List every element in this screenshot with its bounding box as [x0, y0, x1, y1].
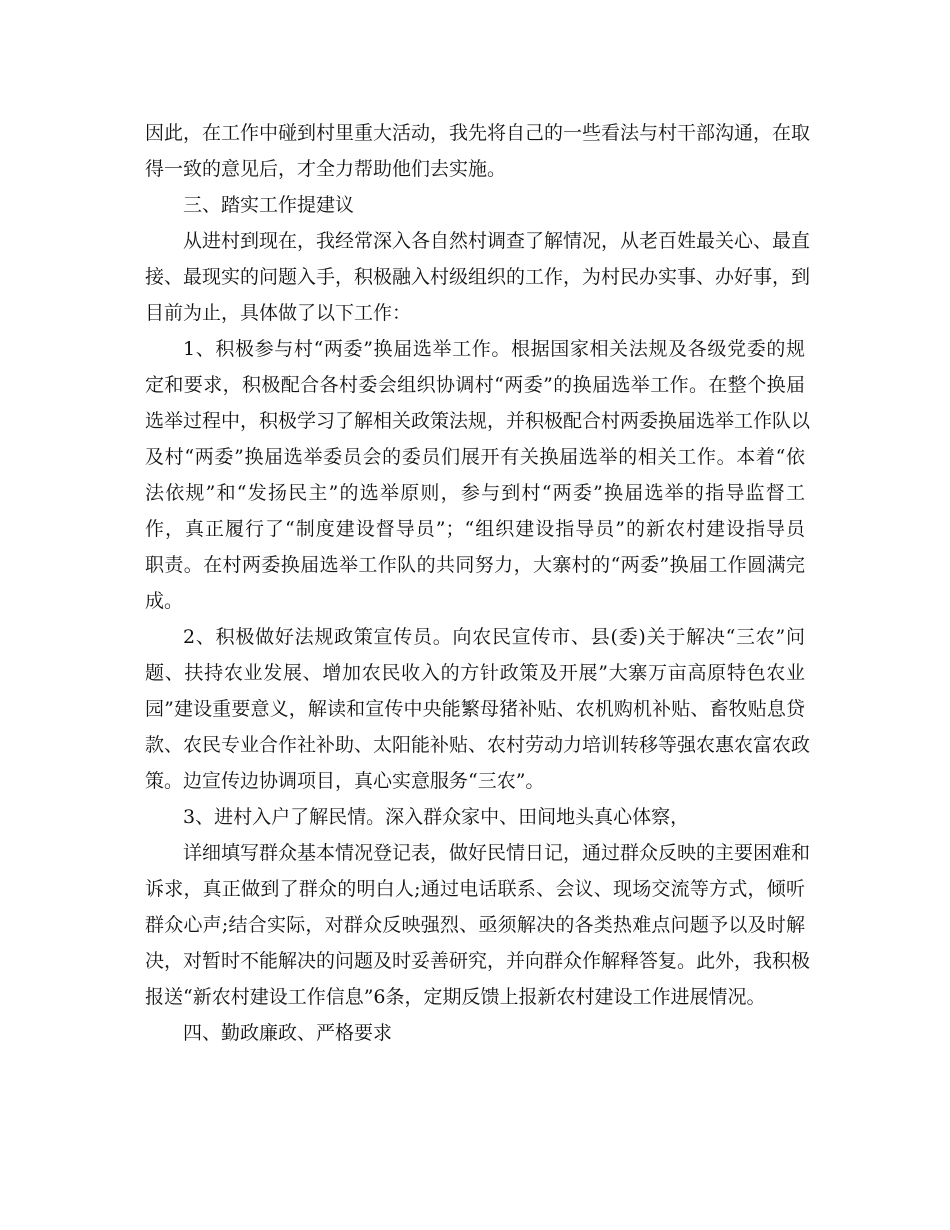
paragraph-line: 策。边宣传边协调项目，真心实意服务“三农”。	[145, 770, 545, 792]
paragraph-line: 选举过程中，积极学习了解相关政策法规，并积极配合村两委换届选举工作队以	[145, 410, 811, 432]
paragraph-line: 定和要求，积极配合各村委会组织协调村“两委”的换届选举工作。在整个换届	[145, 374, 805, 396]
paragraph-line: 从进村到现在，我经常深入各自然村调查了解情况，从老百姓最关心、最直	[183, 230, 811, 252]
paragraph-line: 群众心声;结合实际，对群众反映强烈、亟须解决的各类热难点问题予以及时解	[145, 914, 805, 936]
paragraph-line: 法依规”和“发扬民主”的选举原则，参与到村“两委”换届选举的指导监督工	[145, 482, 805, 504]
section-heading: 三、踏实工作提建议	[183, 194, 355, 216]
paragraph-line: 得一致的意见后，才全力帮助他们去实施。	[145, 158, 507, 180]
paragraph-line: 作，真正履行了“制度建设督导员”；“组织建设指导员”的新农村建设指导员	[145, 518, 805, 540]
paragraph-line: 1、积极参与村“两委”换届选举工作。根据国家相关法规及各级党委的规	[183, 338, 805, 360]
paragraph-line: 接、最现实的问题入手，积极融入村级组织的工作，为村民办实事、办好事，到	[145, 266, 811, 288]
section-heading: 四、勤政廉政、严格要求	[183, 1022, 393, 1044]
paragraph-line: 2、积极做好法规政策宣传员。向农民宣传市、县(委)关于解决“三农”问	[183, 626, 805, 648]
paragraph-line: 园”建设重要意义，解读和宣传中央能繁母猪补贴、农机购机补贴、畜牧贴息贷	[145, 698, 805, 720]
paragraph-line: 题、扶持农业发展、增加农民收入的方针政策及开展”大寨万亩高原特色农业	[145, 662, 805, 684]
paragraph-line: 决，对暂时不能解决的问题及时妥善研究，并向群众作解释答复。此外，我积极	[145, 950, 811, 972]
paragraph-line: 3、进村入户了解民情。深入群众家中、田间地头真心体察，	[183, 806, 690, 828]
paragraph-line: 诉求，真正做到了群众的明白人;通过电话联系、会议、现场交流等方式，倾听	[145, 878, 805, 900]
paragraph-line: 详细填写群众基本情况登记表，做好民情日记，通过群众反映的主要困难和	[183, 842, 811, 864]
paragraph-line: 报送“新农村建设工作信息”6条，定期反馈上报新农村建设工作进展情况。	[145, 986, 766, 1008]
paragraph-line: 职责。在村两委换届选举工作队的共同努力，大寨村的“两委”换届工作圆满完	[145, 554, 805, 576]
paragraph-line: 成。	[145, 590, 184, 612]
paragraph-line: 因此，在工作中碰到村里重大活动，我先将自己的一些看法与村干部沟通，在取	[145, 122, 811, 144]
paragraph-line: 目前为止，具体做了以下工作：	[145, 302, 412, 324]
paragraph-line: 及村“两委”换届选举委员会的委员们展开有关换届选举的相关工作。本着“依	[145, 446, 805, 468]
paragraph-line: 款、农民专业合作社补助、太阳能补贴、农村劳动力培训转移等强农惠农富农政	[145, 734, 811, 756]
